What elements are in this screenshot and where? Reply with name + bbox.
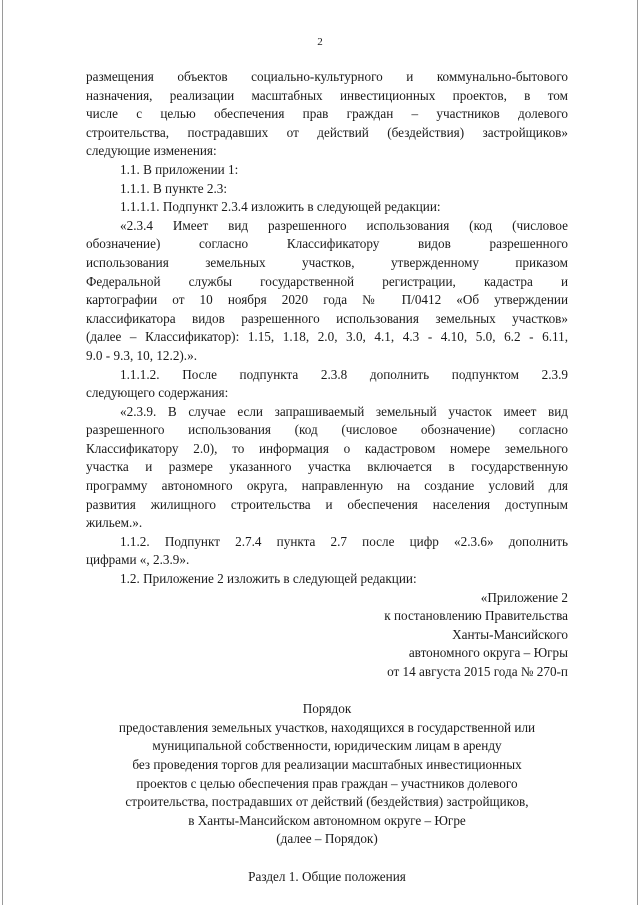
- appendix-header-line: от 14 августа 2015 года № 270-п: [387, 664, 568, 679]
- quote-2-3-4-line: классификатора видов разрешенного использования земельных участков»: [86, 310, 568, 326]
- quote-2-3-4-line: использования земельных участков, утвержденному приказом: [86, 254, 568, 270]
- quote-2-3-9-line: развития жилищного строительства и обеспечения населения доступным: [86, 496, 568, 512]
- quote-2-3-4-line: «2.3.4 Имеет вид разрешенного использования (код (числовое: [120, 217, 568, 233]
- quote-2-3-4-line: обозначение) согласно Классификатору видов разрешенного: [86, 236, 568, 252]
- quote-2-3-4-line: (далее – Классификатор): 1.15, 1.18, 2.0, 3.0, 4.1, 4.3 - 4.10, 5.0, 6.2 - 6.11,: [86, 329, 568, 345]
- intro-line: следующие изменения:: [86, 143, 217, 159]
- intro-line: размещения объектов социально-культурного и коммунально-бытового: [86, 69, 568, 84]
- section-heading: Раздел 1. Общие положения: [248, 868, 406, 884]
- quote-2-3-9-line: программу автономного округа, направленную на создание условий для: [86, 478, 568, 494]
- item-1-1-1-1: 1.1.1.1. Подпункт 2.3.4 изложить в следующей редакции:: [120, 199, 441, 215]
- intro-line: назначения, реализации масштабных инвестиционных проектов, в том: [86, 87, 568, 103]
- quote-2-3-9-line: участка и размере указанного участка включается в государственную: [86, 459, 568, 475]
- subtitle-line: без проведения торгов для реализации масштабных инвестиционных: [132, 756, 522, 772]
- appendix-header-line: к постановлению Правительства: [384, 608, 568, 624]
- appendix-header-line: автономного округа – Югры: [408, 645, 568, 661]
- subtitle-line: строительства, пострадавших от действий (бездействия) застройщиков,: [125, 794, 529, 810]
- subtitle-line: муниципальной собственности, юридическим лицам в аренду: [152, 738, 502, 754]
- subtitle-line: проектов с целью обеспечения прав граждан – участников долевого: [136, 775, 518, 791]
- intro-line: числе с целью обеспечения прав граждан – участников долевого: [86, 106, 568, 122]
- subtitle-line: предоставления земельных участков, находящихся в государственной или: [118, 719, 536, 735]
- item-1-1-1: 1.1.1. В пункте 2.3:: [120, 180, 228, 196]
- scan-edge-left: [2, 0, 3, 905]
- page-number: 2: [317, 36, 323, 48]
- quote-2-3-4-line: 9.0 - 9.3, 10, 12.2).».: [86, 347, 197, 363]
- quote-2-3-9-line: жильем.».: [86, 515, 143, 531]
- quote-2-3-4-line: Федеральной службы государственной регистрации, кадастра и: [86, 273, 568, 289]
- appendix-header-line: «Приложение 2: [480, 589, 568, 605]
- document-body: [86, 68, 568, 886]
- scan-edge-right: [637, 0, 638, 905]
- quote-2-3-9-line: разрешенного использования (код (числовое обозначение) согласно: [86, 422, 568, 438]
- item-1-1: 1.1. В приложении 1:: [120, 161, 239, 177]
- subtitle-line: в Ханты-Мансийском автономном округе – Югре: [188, 812, 466, 828]
- subtitle-line: (далее – Порядок): [276, 831, 378, 847]
- document-title: Порядок: [302, 701, 352, 717]
- item-1-1-1-2-line: 1.1.1.2. После подпункта 2.3.8 дополнить подпунктом 2.3.9: [120, 366, 568, 382]
- appendix-header-line: Ханты-Мансийского: [452, 626, 568, 642]
- item-1-1-2-line: 1.1.2. Подпункт 2.7.4 пункта 2.7 после цифр «2.3.6» дополнить: [120, 533, 568, 549]
- quote-2-3-4-line: картографии от 10 ноября 2020 года № П/0412 «Об утверждении: [86, 292, 568, 308]
- item-1-2: 1.2. Приложение 2 изложить в следующей редакции:: [120, 571, 417, 587]
- quote-2-3-9-line: «2.3.9. В случае если запрашиваемый земельный участок имеет вид: [120, 403, 568, 419]
- item-1-1-2-line: цифрами «, 2.3.9».: [86, 552, 190, 568]
- intro-line: строительства, пострадавших от действий (бездействия) застройщиков»: [86, 124, 568, 140]
- quote-2-3-9-line: Классификатору 2.0), то информация о кадастровом номере земельного: [86, 440, 568, 456]
- item-1-1-1-2-line: следующего содержания:: [86, 385, 229, 401]
